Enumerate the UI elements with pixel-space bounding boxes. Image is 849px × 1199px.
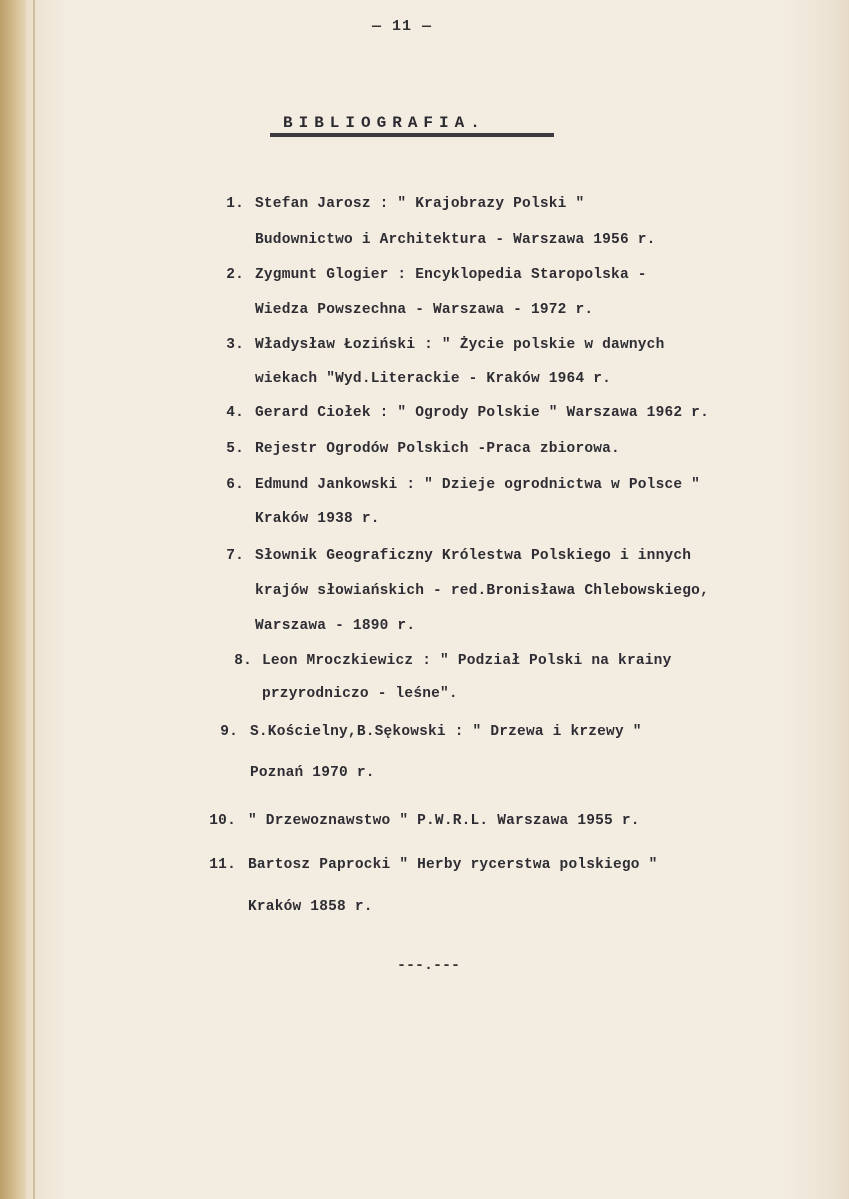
entry-line: Budownictwo i Architektura - Warszawa 1956 r. <box>255 232 656 248</box>
end-mark: ---.--- <box>397 957 461 974</box>
entry-number: 8. <box>234 653 252 669</box>
entry-line: Bartosz Paprocki " Herby rycerstwa polskiego " <box>248 857 658 873</box>
entry-line: krajów słowiańskich - red.Bronisława Chlebowskiego, <box>255 583 709 599</box>
entry-line: Gerard Ciołek : " Ogrody Polskie " Warszawa 1962 r. <box>255 405 709 421</box>
entry-line: Rejestr Ogrodów Polskich -Praca zbiorowa. <box>255 441 620 457</box>
entry-line: Poznań 1970 r. <box>250 765 375 781</box>
entry-line: Edmund Jankowski : " Dzieje ogrodnictwa w Polsce " <box>255 477 701 493</box>
entry-number: 6. <box>226 477 244 493</box>
entry-number: 5. <box>226 441 244 457</box>
entry-number: 11. <box>209 857 236 873</box>
entry-line: przyrodniczo - leśne". <box>262 686 458 702</box>
page-binding-edge <box>0 0 26 1199</box>
entry-line: S.Kościelny,B.Sękowski : " Drzewa i krzewy " <box>250 724 642 740</box>
entry-number: 3. <box>226 337 244 353</box>
entry-line: " Drzewoznawstwo " P.W.R.L. Warszawa 1955 r. <box>248 813 640 829</box>
entry-line: Warszawa - 1890 r. <box>255 618 416 634</box>
entry-line: Zygmunt Glogier : Encyklopedia Staropolska - <box>255 267 647 283</box>
entry-number: 4. <box>226 405 244 421</box>
heading-double-underline <box>270 133 554 137</box>
entry-line: wiekach "Wyd.Literackie - Kraków 1964 r. <box>255 371 612 387</box>
entry-line: Władysław Łoziński : " Życie polskie w dawnych <box>255 337 665 353</box>
entry-number: 9. <box>220 724 238 740</box>
entry-line: Kraków 1938 r. <box>255 511 380 527</box>
entry-line: Stefan Jarosz : " Krajobrazy Polski " <box>255 196 585 212</box>
binding-fold-line <box>33 0 35 1199</box>
entry-line: Wiedza Powszechna - Warszawa - 1972 r. <box>255 302 594 318</box>
entry-line: Kraków 1858 r. <box>248 899 373 915</box>
entry-number: 7. <box>226 548 244 564</box>
entry-number: 10. <box>209 813 236 829</box>
entry-line: Leon Mroczkiewicz : " Podział Polski na krainy <box>262 653 672 669</box>
page-number: — 11 — <box>372 18 433 35</box>
entry-number: 2. <box>226 267 244 283</box>
entry-line: Słownik Geograficzny Królestwa Polskiego i innych <box>255 548 692 564</box>
bibliography-heading: BIBLIOGRAFIA. <box>283 114 486 132</box>
entry-number: 1. <box>226 196 244 212</box>
